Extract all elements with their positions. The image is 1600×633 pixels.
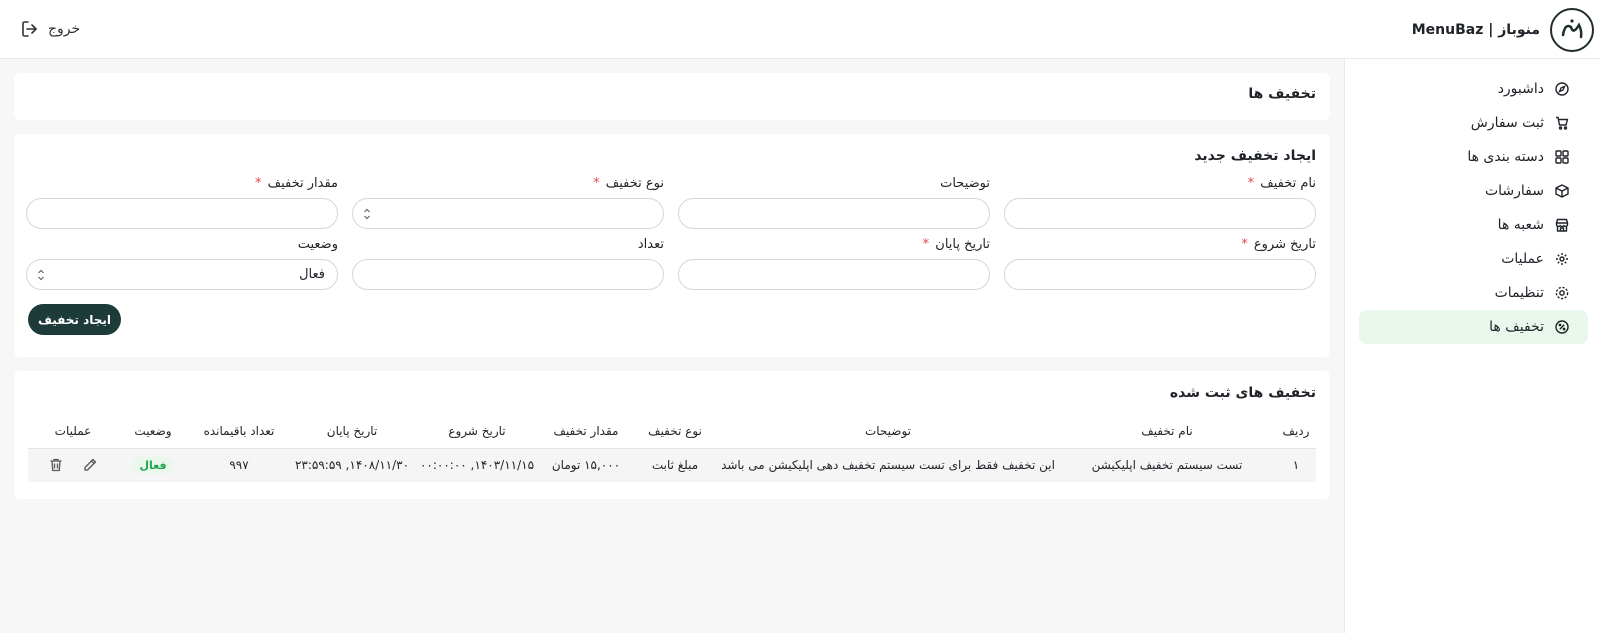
column-header: تاریخ شروع xyxy=(414,415,540,448)
form-title: ایجاد تخفیف جدید xyxy=(1194,148,1316,164)
label-text: تاریخ شروع xyxy=(1253,237,1316,252)
field-description xyxy=(678,176,990,229)
sidebar-item-label: داشبورد xyxy=(1497,81,1544,97)
field-label xyxy=(1004,176,1316,192)
create-discount-form xyxy=(14,134,1330,357)
table-header-row xyxy=(28,415,1316,448)
logout-icon xyxy=(20,19,40,39)
required-mark: * xyxy=(1241,237,1248,252)
sidebar-item-dashboard[interactable] xyxy=(1359,72,1588,106)
cell-end-date: ۱۴۰۸/۱۱/۳۰, ۲۳:۵۹:۵۹ xyxy=(290,448,414,482)
column-header: توضیحات xyxy=(718,415,1058,448)
brand[interactable] xyxy=(1412,8,1594,52)
field-label xyxy=(678,237,990,253)
required-mark: * xyxy=(593,176,600,191)
sidebar-item-label: شعبه ها xyxy=(1497,217,1544,233)
cell-amount: ۱۵,۰۰۰ تومان xyxy=(540,448,632,482)
sidebar-item-settings[interactable] xyxy=(1359,276,1588,310)
cell-description: این تخفیف فقط برای تست سیستم تخفیف دهی اپلیکیشن می باشد xyxy=(718,448,1058,482)
cell-index: ۱ xyxy=(1276,448,1316,482)
column-header: مقدار تخفیف xyxy=(540,415,632,448)
label-text: توضیحات xyxy=(940,176,990,191)
field-label xyxy=(352,176,664,192)
sidebar-item-categories[interactable] xyxy=(1359,140,1588,174)
discount-icon xyxy=(1554,319,1570,335)
label-text: وضعیت xyxy=(297,237,338,252)
field-label xyxy=(26,237,338,253)
compass-icon xyxy=(1554,81,1570,97)
form-actions xyxy=(28,290,1316,335)
sidebar-item-label: تخفیف ها xyxy=(1489,319,1544,335)
cell-remaining: ۹۹۷ xyxy=(188,448,290,482)
column-header: وضعیت xyxy=(118,415,188,448)
cell-type: مبلغ ثابت xyxy=(632,448,718,482)
form-grid xyxy=(28,176,1316,290)
cell-start-date: ۱۴۰۳/۱۱/۱۵, ۰۰:۰۰:۰۰ xyxy=(414,448,540,482)
sidebar-item-operations[interactable] xyxy=(1359,242,1588,276)
label-text: تعداد xyxy=(637,237,664,252)
end-date-input[interactable] xyxy=(678,259,990,290)
cell-actions xyxy=(28,448,118,482)
status-select[interactable] xyxy=(26,259,338,290)
create-discount-button[interactable]: ایجاد تخفیف xyxy=(28,304,121,335)
logout-button[interactable] xyxy=(20,16,80,42)
label-text: تاریخ پایان xyxy=(935,237,990,252)
discount-name-input[interactable] xyxy=(1004,198,1316,229)
edit-icon[interactable] xyxy=(82,457,98,473)
delete-icon[interactable] xyxy=(48,457,64,473)
description-input[interactable] xyxy=(678,198,990,229)
page-title-card xyxy=(14,73,1330,120)
select-value: فعال xyxy=(299,267,325,282)
logout-label: خروج xyxy=(48,21,81,37)
start-date-input[interactable] xyxy=(1004,259,1316,290)
required-mark: * xyxy=(1247,176,1255,191)
sidebar-item-label: عملیات xyxy=(1501,251,1544,267)
page-title: تخفیف ها xyxy=(1248,86,1316,102)
sidebar-item-orders[interactable] xyxy=(1359,174,1588,208)
label-text: نام تخفیف xyxy=(1260,176,1316,191)
brand-name: منوباز | MenuBaz xyxy=(1411,22,1540,38)
column-header: نام تخفیف xyxy=(1058,415,1276,448)
sidebar-item-branches[interactable] xyxy=(1359,208,1588,242)
sidebar-item-label: سفارشات xyxy=(1484,183,1544,199)
sidebar xyxy=(1344,59,1600,633)
settings-icon xyxy=(1554,285,1570,301)
row-actions xyxy=(28,457,118,473)
grid-icon xyxy=(1554,149,1570,165)
sidebar-item-label: ثبت سفارش xyxy=(1470,115,1544,131)
field-name xyxy=(1004,176,1316,229)
select-caret-icon xyxy=(37,268,45,282)
status-badge: فعال xyxy=(132,457,173,474)
discounts-table-card xyxy=(14,371,1330,499)
gear-icon xyxy=(1554,251,1570,267)
sidebar-item-new-order[interactable] xyxy=(1359,106,1588,140)
field-count xyxy=(352,237,664,290)
cell-status xyxy=(118,448,188,482)
cell-name: تست سیستم تخفیف اپلیکیشن xyxy=(1058,448,1276,482)
sidebar-item-label: تنظیمات xyxy=(1494,285,1544,301)
column-header: تاریخ پایان xyxy=(290,415,414,448)
table-title: تخفیف های ثبت شده xyxy=(1169,385,1316,401)
field-end-date xyxy=(678,237,990,290)
label-text: نوع تخفیف xyxy=(605,176,664,191)
table-row xyxy=(28,448,1316,482)
field-label xyxy=(1004,237,1316,253)
field-label xyxy=(352,237,664,253)
box-icon xyxy=(1554,183,1570,199)
field-type xyxy=(352,176,664,229)
sidebar-item-discounts[interactable] xyxy=(1359,310,1588,344)
field-status xyxy=(26,237,338,290)
column-header: عملیات xyxy=(28,415,118,448)
sidebar-item-label: دسته بندی ها xyxy=(1467,149,1544,165)
column-header: نوع تخفیف xyxy=(632,415,718,448)
select-caret-icon xyxy=(363,207,371,221)
required-mark: * xyxy=(255,176,262,191)
top-header xyxy=(0,0,1600,59)
discounts-table xyxy=(28,415,1316,482)
field-label xyxy=(26,176,338,192)
required-mark: * xyxy=(922,237,930,252)
store-icon xyxy=(1554,217,1570,233)
discount-type-select[interactable] xyxy=(352,198,664,229)
count-input[interactable] xyxy=(352,259,664,290)
discount-amount-input[interactable] xyxy=(26,198,338,229)
field-label xyxy=(678,176,990,192)
label-text: مقدار تخفیف xyxy=(267,176,338,191)
logo-icon xyxy=(1550,8,1594,52)
column-header: تعداد باقیمانده xyxy=(188,415,290,448)
cart-icon xyxy=(1554,115,1570,131)
field-start-date xyxy=(1004,237,1316,290)
field-amount xyxy=(26,176,338,229)
column-header: ردیف xyxy=(1276,415,1316,448)
